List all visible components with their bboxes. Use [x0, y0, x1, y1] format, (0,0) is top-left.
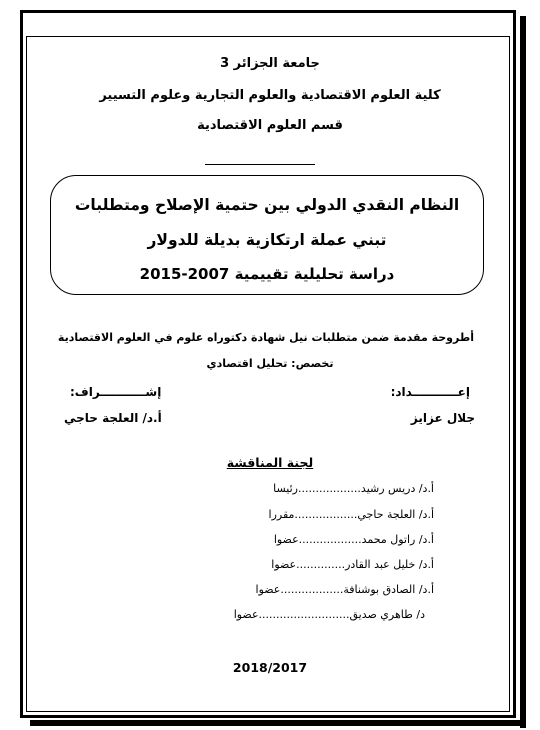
committee-member-row — [273, 482, 434, 495]
university-name: جامعة الجزائر 3 — [220, 56, 320, 71]
committee-member-row — [269, 508, 434, 521]
committee-member-role: رئيسا — [273, 482, 298, 495]
committee-member-role: مقررا — [268, 508, 295, 521]
committee-member-role: عضوا — [233, 608, 259, 621]
faculty-name: كلية العلوم الاقتصادية والعلوم التجارية وعلوم التسيير — [99, 88, 441, 103]
department-name: قسم العلوم الاقتصادية — [197, 118, 343, 133]
prepared-by-label: إعـــــــــــداد: — [390, 385, 470, 399]
dotted-leader: .................. — [298, 533, 362, 546]
dotted-leader: .................. — [280, 583, 344, 596]
supervisor-name: أ.د/ العلجة حاجي — [64, 411, 162, 425]
dotted-leader: .......................... — [258, 608, 350, 621]
committee-member-name: أ.د/ العلجة حاجي — [357, 508, 434, 521]
committee-member-row — [256, 583, 434, 596]
thesis-title-line2: تبني عملة ارتكازية بديلة للدولار — [147, 231, 387, 249]
thesis-specialization: تخصص: تحليل اقتصادي — [206, 357, 334, 370]
committee-member-row — [271, 558, 434, 571]
dotted-leader: .................. — [294, 508, 358, 521]
frame-shadow-bottom — [30, 720, 526, 726]
committee-member-name: د/ طاهري صديق — [349, 608, 425, 621]
committee-member-name: أ.د/ الصادق بوشنافة — [343, 583, 434, 596]
academic-year: 2018/2017 — [232, 660, 308, 675]
committee-member-name: أ.د/ خليل عبد القادر — [345, 558, 434, 571]
supervised-by-label: إشـــــــــــراف: — [70, 385, 162, 399]
student-name: جلال عزايز — [410, 411, 475, 425]
thesis-title-line3: دراسة تحليلية تقييمية 2007-2015 — [139, 265, 395, 283]
committee-member-role: عضوا — [271, 558, 297, 571]
committee-member-name: أ.د/ راتول محمد — [361, 533, 434, 546]
thesis-description: أطروحة مقدمة ضمن متطلبات نيل شهادة دكتوراه علوم في العلوم الاقتصادية — [57, 331, 474, 344]
committee-member-role: عضوا — [255, 583, 281, 596]
committee-member-row — [234, 608, 425, 621]
thesis-title-line1: النظام النقدي الدولي بين حتمية الإصلاح ومتطلبات — [74, 196, 460, 214]
dotted-leader: .............. — [296, 558, 346, 571]
committee-heading: لجنة المناقشة — [226, 455, 314, 470]
dotted-leader: .................. — [297, 482, 361, 495]
committee-member-name: أ.د/ دريس رشيد — [360, 482, 434, 495]
committee-member-role: عضوا — [273, 533, 299, 546]
committee-member-row — [274, 533, 434, 546]
header-divider — [205, 164, 315, 165]
